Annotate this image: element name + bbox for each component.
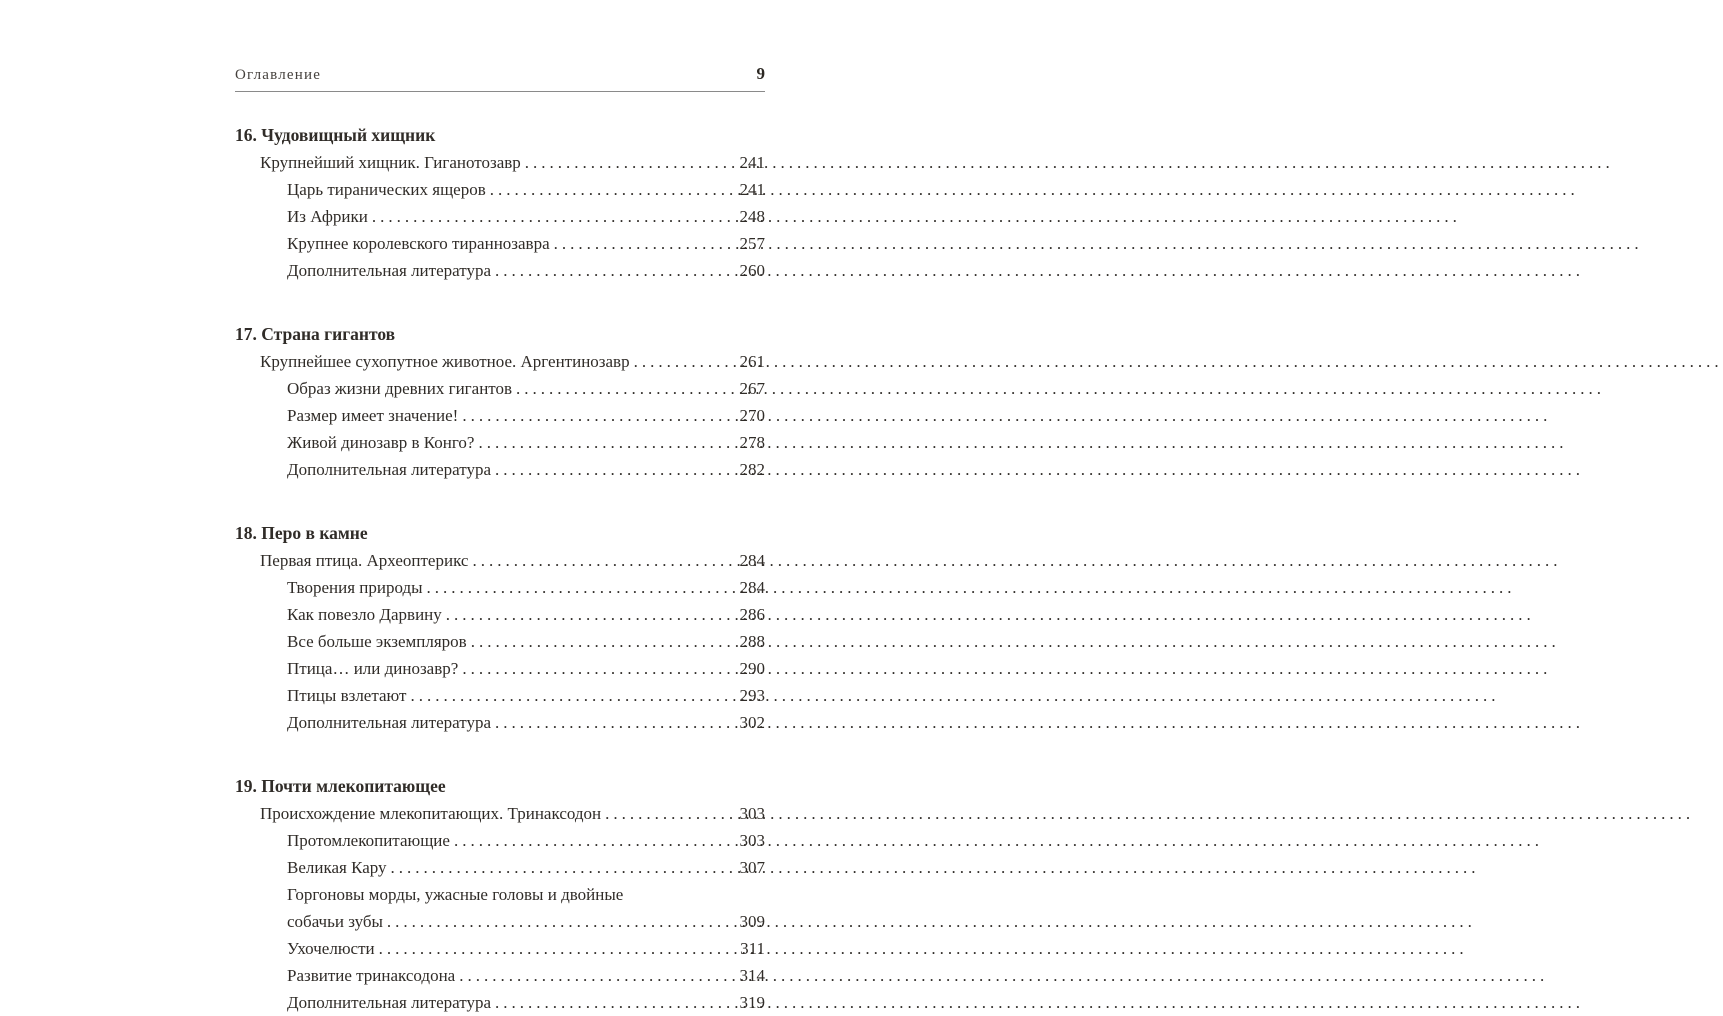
entry-page-number: 319 — [739, 993, 765, 1012]
toc-entry — [235, 709, 765, 736]
dot-leader — [495, 456, 739, 483]
running-head-title: Оглавление — [235, 67, 322, 83]
dot-leader — [605, 800, 738, 827]
entry-page-number: 311 — [740, 939, 765, 958]
toc-entry — [235, 429, 765, 456]
dot-leader — [372, 203, 739, 230]
dot-leader — [495, 989, 739, 1016]
chapter-title: 18. Перо в камне — [235, 523, 368, 543]
entry-title: Первая птица. Археоптерикс — [260, 551, 469, 570]
toc-entry — [235, 601, 765, 628]
toc-entry — [235, 962, 765, 989]
toc-entry — [235, 628, 765, 655]
dot-leader — [472, 547, 738, 574]
entry-title: Крупнейший хищник. Гиганотозавр — [260, 153, 521, 172]
dot-leader — [516, 375, 738, 402]
entry-title: Протомлекопитающие — [287, 831, 450, 850]
entry-title: Дополнительная литература — [287, 460, 491, 479]
chapter-title: 19. Почти млекопитающее — [235, 776, 446, 796]
dot-leader — [391, 854, 739, 881]
toc-entry — [235, 854, 765, 881]
dot-leader — [410, 682, 738, 709]
dot-leader — [427, 574, 739, 601]
running-head — [235, 64, 765, 92]
entry-page-number: 267 — [739, 379, 765, 398]
toc-entry — [235, 935, 765, 962]
entry-page-number: 314 — [739, 966, 765, 985]
toc-entry — [235, 456, 765, 483]
dot-leader — [471, 628, 739, 655]
entry-title: Происхождение млекопитающих. Тринаксодон — [260, 804, 602, 823]
entry-title: Крупнейшее сухопутное животное. Аргентинозавр — [260, 352, 630, 371]
toc-entry — [235, 989, 765, 1016]
entry-page-number: 309 — [739, 912, 765, 931]
entry-page-number: 261 — [739, 352, 765, 371]
entry-title: Творения природы — [287, 578, 423, 597]
toc-entry — [235, 230, 765, 257]
chapter-title: 17. Страна гигантов — [235, 324, 396, 344]
entry-title: Из Африки — [287, 207, 368, 226]
dot-leader — [459, 962, 738, 989]
entry-title: Птицы взлетают — [287, 686, 407, 705]
entry-title: Живой динозавр в Конго? — [287, 433, 475, 452]
entry-title: Царь тиранических ящеров — [287, 180, 486, 199]
toc-entry — [235, 682, 765, 709]
entry-title: Ухочелюсти — [287, 939, 375, 958]
toc-entry — [235, 176, 765, 203]
dot-leader — [634, 348, 739, 375]
entry-title: собачьи зубы — [287, 912, 383, 931]
dot-leader — [446, 601, 739, 628]
entry-title: Птица… или динозавр? — [287, 659, 459, 678]
entry-page-number: 278 — [739, 433, 765, 452]
entry-page-number: 241 — [739, 153, 765, 172]
entry-page-number: 257 — [739, 234, 765, 253]
entry-page-number: 241 — [739, 180, 765, 199]
toc-entry — [235, 800, 765, 827]
table-of-contents — [235, 122, 765, 1016]
dot-leader — [495, 257, 739, 284]
entry-title: Образ жизни древних гигантов — [287, 379, 513, 398]
toc-entry — [235, 149, 765, 176]
entry-page-number: 302 — [739, 713, 765, 732]
entry-title: Дополнительная литература — [287, 261, 491, 280]
running-head-page-number: 9 — [756, 64, 765, 83]
toc-entry — [235, 402, 765, 429]
entry-page-number: 303 — [739, 804, 765, 823]
toc-section — [235, 773, 765, 1016]
entry-page-number: 307 — [739, 858, 765, 877]
toc-section — [235, 122, 765, 284]
entry-page-number: 293 — [739, 686, 765, 705]
dot-leader — [525, 149, 739, 176]
dot-leader — [490, 176, 739, 203]
entry-title-line: Горгоновы морды, ужасные головы и двойные — [287, 885, 624, 904]
entry-page-number: 284 — [739, 551, 765, 570]
entry-title: Все больше экземпляров — [287, 632, 467, 651]
entry-title: Дополнительная литература — [287, 713, 491, 732]
toc-entry — [235, 574, 765, 601]
entry-title: Как повезло Дарвину — [287, 605, 442, 624]
entry-title: Размер имеет значение! — [287, 406, 459, 425]
entry-title: Дополнительная литература — [287, 993, 491, 1012]
toc-entry — [235, 348, 765, 375]
entry-title: Великая Кару — [287, 858, 387, 877]
toc-entry — [235, 547, 765, 574]
toc-section — [235, 520, 765, 736]
entry-page-number: 284 — [739, 578, 765, 597]
dot-leader — [379, 935, 740, 962]
dot-leader — [462, 655, 738, 682]
entry-page-number: 303 — [739, 831, 765, 850]
dot-leader — [387, 908, 739, 935]
chapter-title: 16. Чудовищный хищник — [235, 125, 436, 145]
entry-page-number: 288 — [739, 632, 765, 651]
entry-page-number: 270 — [739, 406, 765, 425]
toc-entry — [235, 881, 765, 935]
entry-page-number: 290 — [739, 659, 765, 678]
dot-leader — [454, 827, 739, 854]
entry-page-number: 248 — [739, 207, 765, 226]
entry-title: Крупнее королевского тираннозавра — [287, 234, 550, 253]
dot-leader — [554, 230, 739, 257]
dot-leader — [478, 429, 738, 456]
dot-leader — [495, 709, 739, 736]
entry-page-number: 286 — [739, 605, 765, 624]
toc-section — [235, 321, 765, 483]
toc-entry — [235, 375, 765, 402]
entry-title: Развитие тринаксодона — [287, 966, 456, 985]
toc-entry — [235, 203, 765, 230]
dot-leader — [462, 402, 738, 429]
entry-page-number: 282 — [739, 460, 765, 479]
toc-entry — [235, 257, 765, 284]
toc-entry — [235, 655, 765, 682]
toc-entry — [235, 827, 765, 854]
entry-page-number: 260 — [739, 261, 765, 280]
book-page — [235, 0, 765, 1016]
